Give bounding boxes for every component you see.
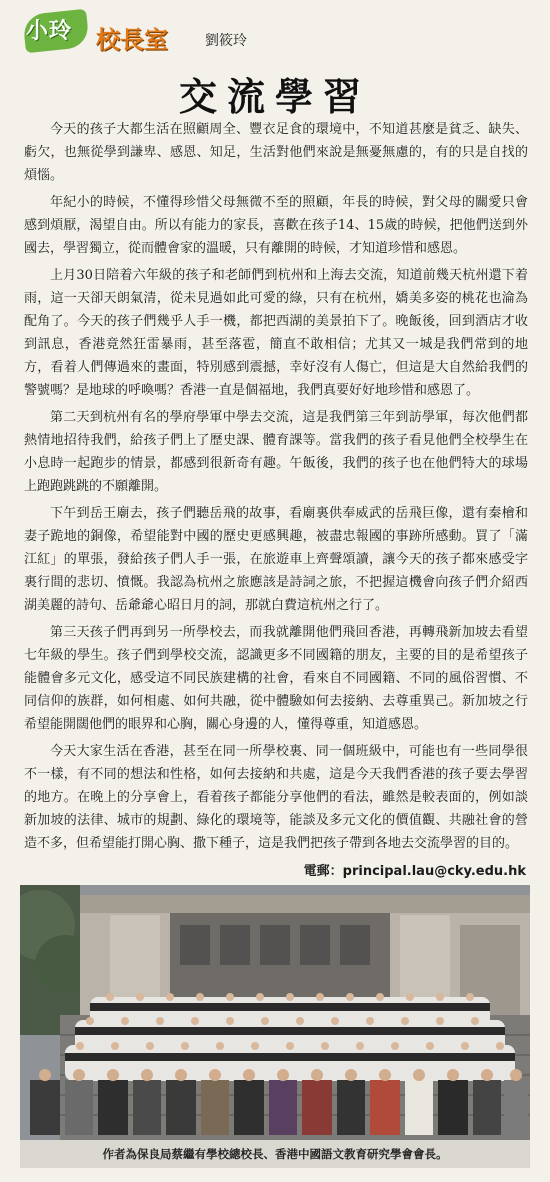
column-logo [20, 8, 92, 54]
paragraph-1: 今天的孩子大都生活在照顧周全、豐衣足食的環境中，不知道甚麼是貧乏、缺失、虧欠，也無從學到謙卑、感恩、知足，生活對他們來說是無憂無慮的，有的只是自找的煩惱。 [24, 122, 528, 183]
paragraph-4: 第二天到杭州有名的學府學軍中學去交流，這是我們第三年到訪學軍，每次他們都熱情地招待我們，給孩子們上了歷史課、體育課等。當我們的孩子看見他們全校學生在小息時一起跑步的情景，都感到很新奇有趣。午飯後，我們的孩子也在他們特大的球場上跑跑跳跳的不願離開。 [24, 410, 528, 494]
paragraph-2: 年紀小的時候，不懂得珍惜父母無微不至的照顧，年長的時候，對父母的關愛只會感到煩厭，渴望自由。所以有能力的家長，喜歡在孩子14、15歲的時候，把他們送到外國去，學習獨立，從而體會家的溫暖，只有離開的時候，才知道珍惜和感恩。 [24, 195, 528, 256]
author-name: 劉筱玲 [205, 33, 247, 49]
article-title: 交流學習 [178, 74, 371, 119]
paragraph-7: 今天大家生活在香港，甚至在同一所學校裏、同一個班級中，可能也有一些同學很不一樣，有不同的想法和性格，如何去接納和共處，這是今天我們香港的孩子要去學習的地方。在晚上的分享會上，看着孩子都能分享他們的看法，雖然是較表面的，例如談新加坡的法律、城市的規劃、綠化的環境等，能談及多元文化的價值觀、共融社會的營造不多，但希望能打開心胸、撒下種子，這是我們把孩子帶到各地去交流學習的目的。 [24, 744, 528, 851]
author-email: 電郵：principal.lau@cky.edu.hk [303, 864, 526, 879]
paragraph-3: 上月30日陪着六年級的孩子和老師們到杭州和上海去交流，知道前幾天杭州還下着雨，這一天卻天朗氣清，從未見過如此可愛的綠，只有在杭州，嬌美多姿的桃花也淪為配角了。今天的孩子們幾乎人手一機，都把西湖的美景拍下了。晚飯後，回到酒店才收到訊息，香港竟然狂雷暴雨，甚至落雹，簡直不敢相信；尤其又一城是我們常到的地方，看着人們傳過來的畫面，特別感到震撼，幸好沒有人傷亡，但這是大自然給我們的警號嗎？是地球的呼喚嗎？香港一直是個福地，我們真要好好地珍惜和感恩了。 [24, 268, 528, 398]
photo-caption: 作者為保良局蔡繼有學校總校長、香港中國語文教育研究學會會長。 [20, 1140, 530, 1168]
column-badge: 小玲 [26, 19, 73, 44]
group-photo [20, 885, 530, 1140]
paragraph-5: 下午到岳王廟去，孩子們聽岳飛的故事，看廟裏供奉威武的岳飛巨像，還有秦檜和妻子跪地的銅像，希望能對中國的歷史更感興趣，被盡忠報國的事跡所感動。買了「滿江紅」的單張，發給孩子們人手一張，在旅遊車上齊聲頌讀，讓今天的孩子都來感受字裏行間的悲切、憤慨。我認為杭州之旅應該是詩詞之旅，不把握這機會向孩子們介紹西湖美麗的詩句、岳爺爺心昭日月的詞，那就白費這杭州之行了。 [24, 506, 528, 613]
column-header [20, 8, 540, 56]
column-name: 校長室 [96, 26, 168, 54]
group-photo-illustration [20, 885, 530, 1140]
paragraph-6: 第三天孩子們再到另一所學校去，而我就離開他們飛回香港，再轉飛新加坡去看望七年級的學生。孩子們到學校交流，認識更多不同國籍的朋友，主要的目的是希望孩子能體會多元文化，感受這不同民族建構的社會，看來自不同國籍、不同的風俗習慣、不同信仰的族群，如何相處、如何共融，從中體驗如何去接納、去尊重異己。新加坡之行希望能開闊他們的眼界和心胸，關心身邊的人，懂得尊重，知道感恩。 [24, 625, 528, 732]
article-body [24, 118, 528, 859]
